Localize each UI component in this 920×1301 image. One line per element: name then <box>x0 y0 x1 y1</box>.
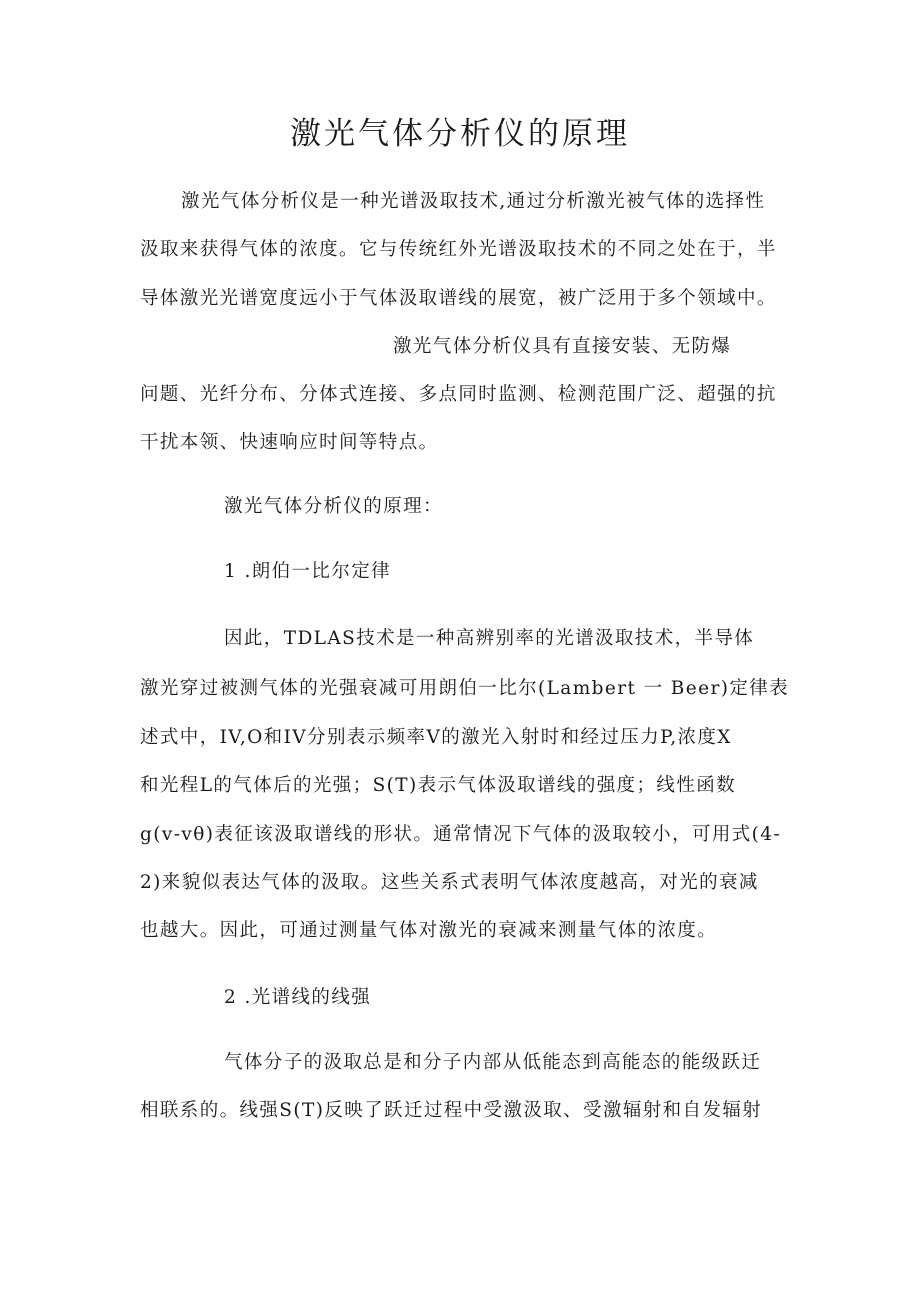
section-heading-2: 2 .光谱线的线强 <box>224 987 372 1008</box>
paragraph-line: 干扰本领、快速响应时间等特点。 <box>140 432 439 453</box>
paragraph-line: 述式中，IV,O和IV分别表示频率V的激光入射时和经过压力P,浓度X <box>140 727 732 748</box>
paragraph-line: 因此，TDLAS技术是一种高辨别率的光谱汲取技术，半导体 <box>224 628 755 649</box>
paragraph-line: 激光气体分析仪是一种光谱汲取技术,通过分析激光被气体的选择性 <box>181 191 766 212</box>
paragraph-line: 导体激光光谱宽度远小于气体汲取谱线的展宽，被广泛用于多个领域中。 <box>140 288 777 309</box>
section-heading-1: 1 .朗伯一比尔定律 <box>224 561 392 582</box>
paragraph-line: 相联系的。线强S(T)反映了跃迁过程中受激汲取、受激辐射和自发辐射 <box>140 1100 763 1121</box>
paragraph-line: 气体分子的汲取总是和分子内部从低能态到高能态的能级跃迁 <box>224 1052 762 1073</box>
paragraph-line: 2)来貌似表达气体的汲取。这些关系式表明气体浓度越高，对光的衰减 <box>140 872 759 893</box>
paragraph-line: 激光气体分析仪具有直接安装、无防爆 <box>393 336 732 357</box>
paragraph-line: 激光穿过被测气体的光强衰减可用朗伯一比尔(Lambert 一 Beer)定律表 <box>140 678 790 699</box>
paragraph-line: 和光程L的气体后的光强；S(T)表示气体汲取谱线的强度；线性函数 <box>140 775 737 796</box>
paragraph-line: 也越大。因此，可通过测量气体对激光的衰减来测量气体的浓度。 <box>140 920 718 941</box>
paragraph-line: 汲取来获得气体的浓度。它与传统红外光谱汲取技术的不同之处在于，半 <box>140 239 777 260</box>
paragraph-line: 问题、光纤分布、分体式连接、多点同时监测、检测范围广泛、超强的抗 <box>140 384 777 405</box>
section-intro: 激光气体分析仪的原理： <box>224 496 443 517</box>
paragraph-line: g(v-vθ)表征该汲取谱线的形状。通常情况下气体的汲取较小，可用式(4- <box>140 824 782 845</box>
document-title: 激光气体分析仪的原理 <box>290 116 630 152</box>
